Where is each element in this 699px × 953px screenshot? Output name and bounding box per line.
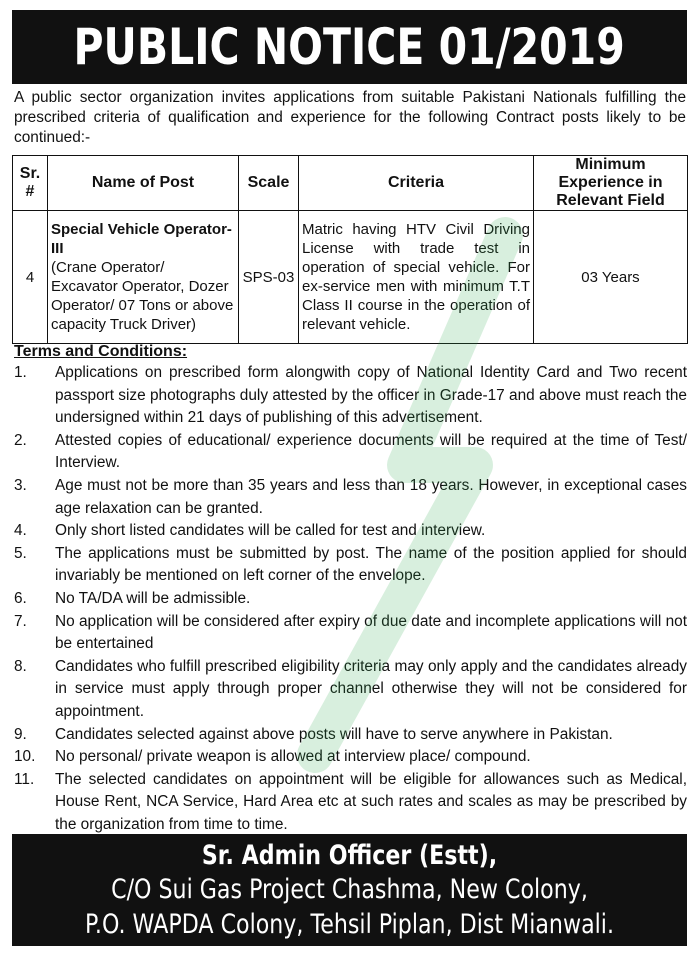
list-item — [14, 543, 687, 588]
list-item — [14, 746, 687, 769]
row-post — [48, 211, 239, 344]
term-text: No TA/DA will be admissible. — [55, 589, 251, 607]
term-text: Candidates who fulfill prescribed eligibility criteria may only apply and the candidates already in service must apply through proper channel otherwise they will not be considered for appointment. — [55, 657, 687, 720]
list-item — [14, 611, 687, 656]
list-item — [14, 475, 687, 520]
term-text: Age must not be more than 35 years and less than 18 years. However, in exceptional cases age relaxation can be granted. — [55, 476, 687, 517]
row-criteria: Matric having HTV Civil Driving License with trade test in operation of special vehicle. For ex-service men with minimum T.T Class II course in the operation of relevant vehicle. — [299, 211, 534, 344]
footer-address-line: C/O Sui Gas Project Chashma, New Colony, — [111, 874, 588, 905]
row-experience: 03 Years — [534, 211, 688, 344]
row-scale: SPS-03 — [239, 211, 299, 344]
header-sr: Sr. # — [13, 156, 48, 211]
intro-paragraph: A public sector organization invites applications from suitable Pakistani Nationals fulfilling the prescribed criteria of qualification and experience for the following Contract posts likely to be continued:- — [14, 89, 686, 146]
term-number: 1. — [14, 364, 27, 381]
header-scale: Scale — [239, 156, 299, 211]
term-number: 6. — [14, 589, 27, 607]
term-text: The selected candidates on appointment will be eligible for allowances such as Medical, House Rent, NCA Service, Hard Area etc at such rates and scales as may be prescribed by the organization from time to time. — [55, 770, 687, 833]
list-item — [14, 769, 687, 837]
post-title: Special Vehicle Operator-III — [51, 221, 232, 257]
list-item — [14, 430, 687, 475]
term-text: Candidates selected against above posts will have to serve anywhere in Pakistan. — [55, 725, 613, 743]
term-text: No application will be considered after expiry of due date and incomplete applications will not be entertained — [55, 612, 687, 653]
list-item — [14, 362, 687, 430]
term-number: 2. — [14, 431, 27, 449]
terms-list — [14, 362, 687, 836]
header-experience: Minimum Experience in Relevant Field — [534, 156, 688, 211]
term-text: Applications on prescribed form alongwith copy of National Identity Card and Two recent passport size photographs duly attested by the officer in Grade-17 and above must reach the undersigned within 21 days of publishing of this advertisement. — [55, 364, 687, 427]
footer-officer: Sr. Admin Officer (Estt), — [201, 840, 498, 871]
notice-title: PUBLIC NOTICE 01/2019 — [73, 18, 626, 76]
term-number: 9. — [14, 725, 27, 743]
term-number: 8. — [14, 657, 27, 675]
list-item — [14, 656, 687, 724]
posts-table — [12, 155, 688, 344]
footer-address-line: P.O. WAPDA Colony, Tehsil Piplan, Dist Mianwali. — [84, 909, 614, 940]
term-number: 4. — [14, 522, 27, 540]
term-number: 11. — [14, 770, 35, 788]
header-criteria: Criteria — [299, 156, 534, 211]
post-detail: (Crane Operator/ Excavator Operator, Dozer Operator/ 07 Tons or above capacity Truck Driver) — [51, 259, 234, 333]
term-text: The applications must be submitted by post. The name of the position applied for should invariably be mentioned on left corner of the envelope. — [55, 544, 687, 585]
list-item — [14, 588, 687, 611]
terms-heading: Terms and Conditions: — [14, 343, 188, 360]
row-sr: 4 — [13, 211, 48, 344]
table-header-row — [13, 156, 688, 211]
term-text: No personal/ private weapon is allowed at interview place/ compound. — [55, 748, 531, 766]
term-number: 3. — [14, 476, 27, 494]
term-number: 7. — [14, 612, 27, 630]
term-text: Attested copies of educational/ experience documents will be required at the time of Test/ Interview. — [55, 431, 687, 472]
footer-address-block — [12, 834, 687, 946]
header-post: Name of Post — [48, 156, 239, 211]
list-item — [14, 520, 687, 543]
term-number: 5. — [14, 544, 27, 562]
term-text: Only short listed candidates will be called for test and interview. — [55, 522, 486, 540]
list-item — [14, 724, 687, 747]
table-row — [13, 211, 688, 344]
term-number: 10. — [14, 748, 36, 766]
title-banner — [12, 10, 687, 84]
